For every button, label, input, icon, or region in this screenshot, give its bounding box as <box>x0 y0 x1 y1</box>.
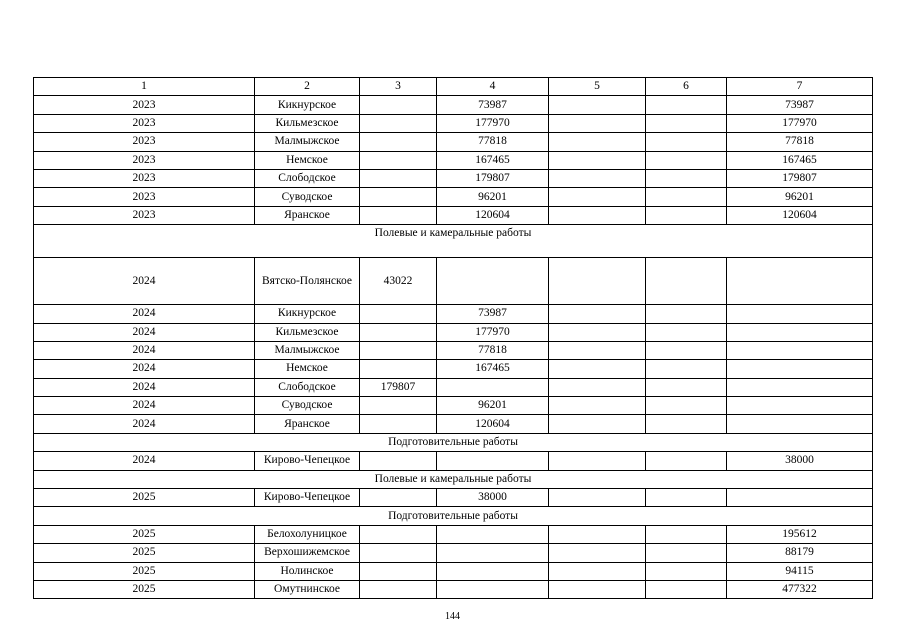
table-row <box>34 562 873 580</box>
table-row <box>34 452 873 470</box>
section-label: Подготовительные работы <box>34 507 873 525</box>
table-cell-col-2: Кильмезское <box>255 323 360 341</box>
table-cell-col-7: 179807 <box>727 169 873 187</box>
table-cell-col-4: 120604 <box>437 206 549 224</box>
table-row <box>34 360 873 378</box>
table-cell-col-4: 73987 <box>437 96 549 114</box>
column-header-4: 4 <box>437 78 549 96</box>
table-cell-col-3: 179807 <box>360 378 437 396</box>
table-cell-col-3 <box>360 96 437 114</box>
table-cell-col-6 <box>646 544 727 562</box>
table-cell-col-6 <box>646 415 727 433</box>
table-cell-col-2: Немское <box>255 360 360 378</box>
table-cell-col-4 <box>437 544 549 562</box>
table-cell-col-1: 2023 <box>34 114 255 132</box>
table-header-row <box>34 78 873 96</box>
table-row <box>34 96 873 114</box>
table-cell-col-5 <box>549 397 646 415</box>
table-cell-col-1: 2024 <box>34 258 255 305</box>
table-cell-col-5 <box>549 169 646 187</box>
table-cell-col-3 <box>360 305 437 323</box>
table-cell-col-7: 167465 <box>727 151 873 169</box>
column-header-2: 2 <box>255 78 360 96</box>
table-cell-col-7 <box>727 323 873 341</box>
table-cell-col-4 <box>437 452 549 470</box>
table-cell-col-5 <box>549 206 646 224</box>
table-cell-col-4: 38000 <box>437 489 549 507</box>
table-cell-col-1: 2024 <box>34 341 255 359</box>
table-cell-col-1: 2024 <box>34 323 255 341</box>
table-cell-col-2: Малмыжское <box>255 341 360 359</box>
table-cell-col-1: 2023 <box>34 96 255 114</box>
table-cell-col-3 <box>360 580 437 598</box>
table-cell-col-1: 2023 <box>34 206 255 224</box>
table-row <box>34 323 873 341</box>
table-cell-col-3 <box>360 169 437 187</box>
table-cell-col-6 <box>646 323 727 341</box>
table-cell-col-5 <box>549 525 646 543</box>
table-cell-col-7 <box>727 378 873 396</box>
section-header-row <box>34 470 873 488</box>
table-cell-col-2: Белохолуницкое <box>255 525 360 543</box>
section-label: Полевые и камеральные работы <box>34 225 873 258</box>
table-cell-col-3 <box>360 544 437 562</box>
table-cell-col-6 <box>646 206 727 224</box>
table-cell-col-2: Суводское <box>255 188 360 206</box>
table-cell-col-4: 77818 <box>437 341 549 359</box>
table-cell-col-4: 179807 <box>437 169 549 187</box>
table-cell-col-5 <box>549 562 646 580</box>
table-row <box>34 169 873 187</box>
table-cell-col-4 <box>437 525 549 543</box>
table-cell-col-7 <box>727 305 873 323</box>
table-cell-col-1: 2025 <box>34 489 255 507</box>
table-cell-col-6 <box>646 397 727 415</box>
table-cell-col-3: 43022 <box>360 258 437 305</box>
table-cell-col-3 <box>360 525 437 543</box>
table-cell-col-3 <box>360 133 437 151</box>
table-cell-col-3 <box>360 206 437 224</box>
table-cell-col-7: 73987 <box>727 96 873 114</box>
table-cell-col-6 <box>646 305 727 323</box>
table-cell-col-4: 73987 <box>437 305 549 323</box>
table-cell-col-2: Кирово-Чепецкое <box>255 452 360 470</box>
table-row <box>34 580 873 598</box>
table-cell-col-1: 2024 <box>34 452 255 470</box>
table-cell-col-6 <box>646 378 727 396</box>
table-cell-col-3 <box>360 562 437 580</box>
table-cell-col-7: 94115 <box>727 562 873 580</box>
table-cell-col-5 <box>549 580 646 598</box>
table-cell-col-4 <box>437 378 549 396</box>
table-row <box>34 133 873 151</box>
table-cell-col-2: Кирово-Чепецкое <box>255 489 360 507</box>
table-cell-col-6 <box>646 489 727 507</box>
table-cell-col-2: Суводское <box>255 397 360 415</box>
section-label: Полевые и камеральные работы <box>34 470 873 488</box>
table-cell-col-3 <box>360 323 437 341</box>
table-cell-col-1: 2024 <box>34 397 255 415</box>
table-cell-col-7 <box>727 258 873 305</box>
table-cell-col-5 <box>549 258 646 305</box>
table-cell-col-7: 96201 <box>727 188 873 206</box>
table-cell-col-7 <box>727 360 873 378</box>
table-cell-col-5 <box>549 305 646 323</box>
table-cell-col-3 <box>360 341 437 359</box>
table-cell-col-6 <box>646 133 727 151</box>
table-cell-col-6 <box>646 341 727 359</box>
table-cell-col-1: 2024 <box>34 378 255 396</box>
table-cell-col-4: 120604 <box>437 415 549 433</box>
column-header-7: 7 <box>727 78 873 96</box>
table-cell-col-2: Слободское <box>255 378 360 396</box>
table-cell-col-7: 177970 <box>727 114 873 132</box>
table-cell-col-1: 2023 <box>34 188 255 206</box>
table-cell-col-7: 38000 <box>727 452 873 470</box>
table-cell-col-3 <box>360 151 437 169</box>
table-cell-col-5 <box>549 360 646 378</box>
table-row <box>34 415 873 433</box>
table-cell-col-1: 2025 <box>34 580 255 598</box>
column-header-5: 5 <box>549 78 646 96</box>
column-header-1: 1 <box>34 78 255 96</box>
table-cell-col-2: Слободское <box>255 169 360 187</box>
table-cell-col-7 <box>727 415 873 433</box>
table-cell-col-7: 77818 <box>727 133 873 151</box>
table-cell-col-1: 2025 <box>34 562 255 580</box>
table-cell-col-4 <box>437 580 549 598</box>
table-cell-col-4 <box>437 562 549 580</box>
table-cell-col-7: 120604 <box>727 206 873 224</box>
table-cell-col-6 <box>646 525 727 543</box>
column-header-6: 6 <box>646 78 727 96</box>
page-number: 144 <box>445 611 460 622</box>
table-cell-col-3 <box>360 397 437 415</box>
table-row <box>34 378 873 396</box>
table-cell-col-2: Малмыжское <box>255 133 360 151</box>
table-cell-col-4 <box>437 258 549 305</box>
table-row <box>34 489 873 507</box>
table-cell-col-5 <box>549 114 646 132</box>
table-cell-col-2: Яранское <box>255 415 360 433</box>
section-header-row <box>34 433 873 451</box>
table-cell-col-1: 2024 <box>34 415 255 433</box>
table-cell-col-4: 77818 <box>437 133 549 151</box>
table-cell-col-1: 2023 <box>34 151 255 169</box>
table-cell-col-6 <box>646 114 727 132</box>
data-table <box>33 77 873 599</box>
table-cell-col-3 <box>360 188 437 206</box>
table-row <box>34 544 873 562</box>
table-cell-col-2: Яранское <box>255 206 360 224</box>
table-cell-col-6 <box>646 360 727 378</box>
table-cell-col-1: 2025 <box>34 544 255 562</box>
section-header-row <box>34 507 873 525</box>
table-cell-col-6 <box>646 452 727 470</box>
table-cell-col-4: 177970 <box>437 323 549 341</box>
table-cell-col-2: Нолинское <box>255 562 360 580</box>
table-cell-col-7: 88179 <box>727 544 873 562</box>
table-cell-col-5 <box>549 96 646 114</box>
table-cell-col-2: Кикнурское <box>255 96 360 114</box>
table-row <box>34 525 873 543</box>
table-cell-col-3 <box>360 415 437 433</box>
table-cell-col-6 <box>646 580 727 598</box>
table-cell-col-5 <box>549 378 646 396</box>
table-cell-col-2: Верхошижемское <box>255 544 360 562</box>
table-row <box>34 206 873 224</box>
table-cell-col-4: 96201 <box>437 397 549 415</box>
table-row <box>34 188 873 206</box>
table-cell-col-4: 177970 <box>437 114 549 132</box>
table-row <box>34 397 873 415</box>
table-cell-col-5 <box>549 415 646 433</box>
table-cell-col-5 <box>549 133 646 151</box>
table-cell-col-7 <box>727 489 873 507</box>
table-cell-col-2: Кильмезское <box>255 114 360 132</box>
table-cell-col-7 <box>727 341 873 359</box>
table-row <box>34 114 873 132</box>
table-cell-col-3 <box>360 360 437 378</box>
table-cell-col-4: 96201 <box>437 188 549 206</box>
table-body <box>34 78 873 599</box>
table-cell-col-2: Кикнурское <box>255 305 360 323</box>
table-row <box>34 305 873 323</box>
section-header-row <box>34 225 873 258</box>
table-cell-col-5 <box>549 151 646 169</box>
table-cell-col-5 <box>549 188 646 206</box>
table-cell-col-1: 2023 <box>34 169 255 187</box>
table-cell-col-6 <box>646 96 727 114</box>
table-cell-col-5 <box>549 452 646 470</box>
table-row <box>34 341 873 359</box>
table-cell-col-1: 2023 <box>34 133 255 151</box>
table-cell-col-4: 167465 <box>437 151 549 169</box>
table-cell-col-6 <box>646 188 727 206</box>
section-label: Подготовительные работы <box>34 433 873 451</box>
table-cell-col-3 <box>360 489 437 507</box>
table-cell-col-2: Немское <box>255 151 360 169</box>
column-header-3: 3 <box>360 78 437 96</box>
table-cell-col-1: 2024 <box>34 305 255 323</box>
table-cell-col-3 <box>360 114 437 132</box>
table-cell-col-4: 167465 <box>437 360 549 378</box>
table-cell-col-7 <box>727 397 873 415</box>
table-row <box>34 258 873 305</box>
table-cell-col-2: Омутнинское <box>255 580 360 598</box>
table-cell-col-5 <box>549 323 646 341</box>
table-cell-col-6 <box>646 562 727 580</box>
table-cell-col-5 <box>549 544 646 562</box>
table-cell-col-6 <box>646 258 727 305</box>
table-cell-col-6 <box>646 169 727 187</box>
table-cell-col-7: 195612 <box>727 525 873 543</box>
table-cell-col-5 <box>549 341 646 359</box>
table-row <box>34 151 873 169</box>
table-cell-col-1: 2024 <box>34 360 255 378</box>
table-cell-col-6 <box>646 151 727 169</box>
table-cell-col-7: 477322 <box>727 580 873 598</box>
table-cell-col-5 <box>549 489 646 507</box>
table-cell-col-2: Вятско-Полянское <box>255 258 360 305</box>
table-cell-col-1: 2025 <box>34 525 255 543</box>
table-cell-col-3 <box>360 452 437 470</box>
